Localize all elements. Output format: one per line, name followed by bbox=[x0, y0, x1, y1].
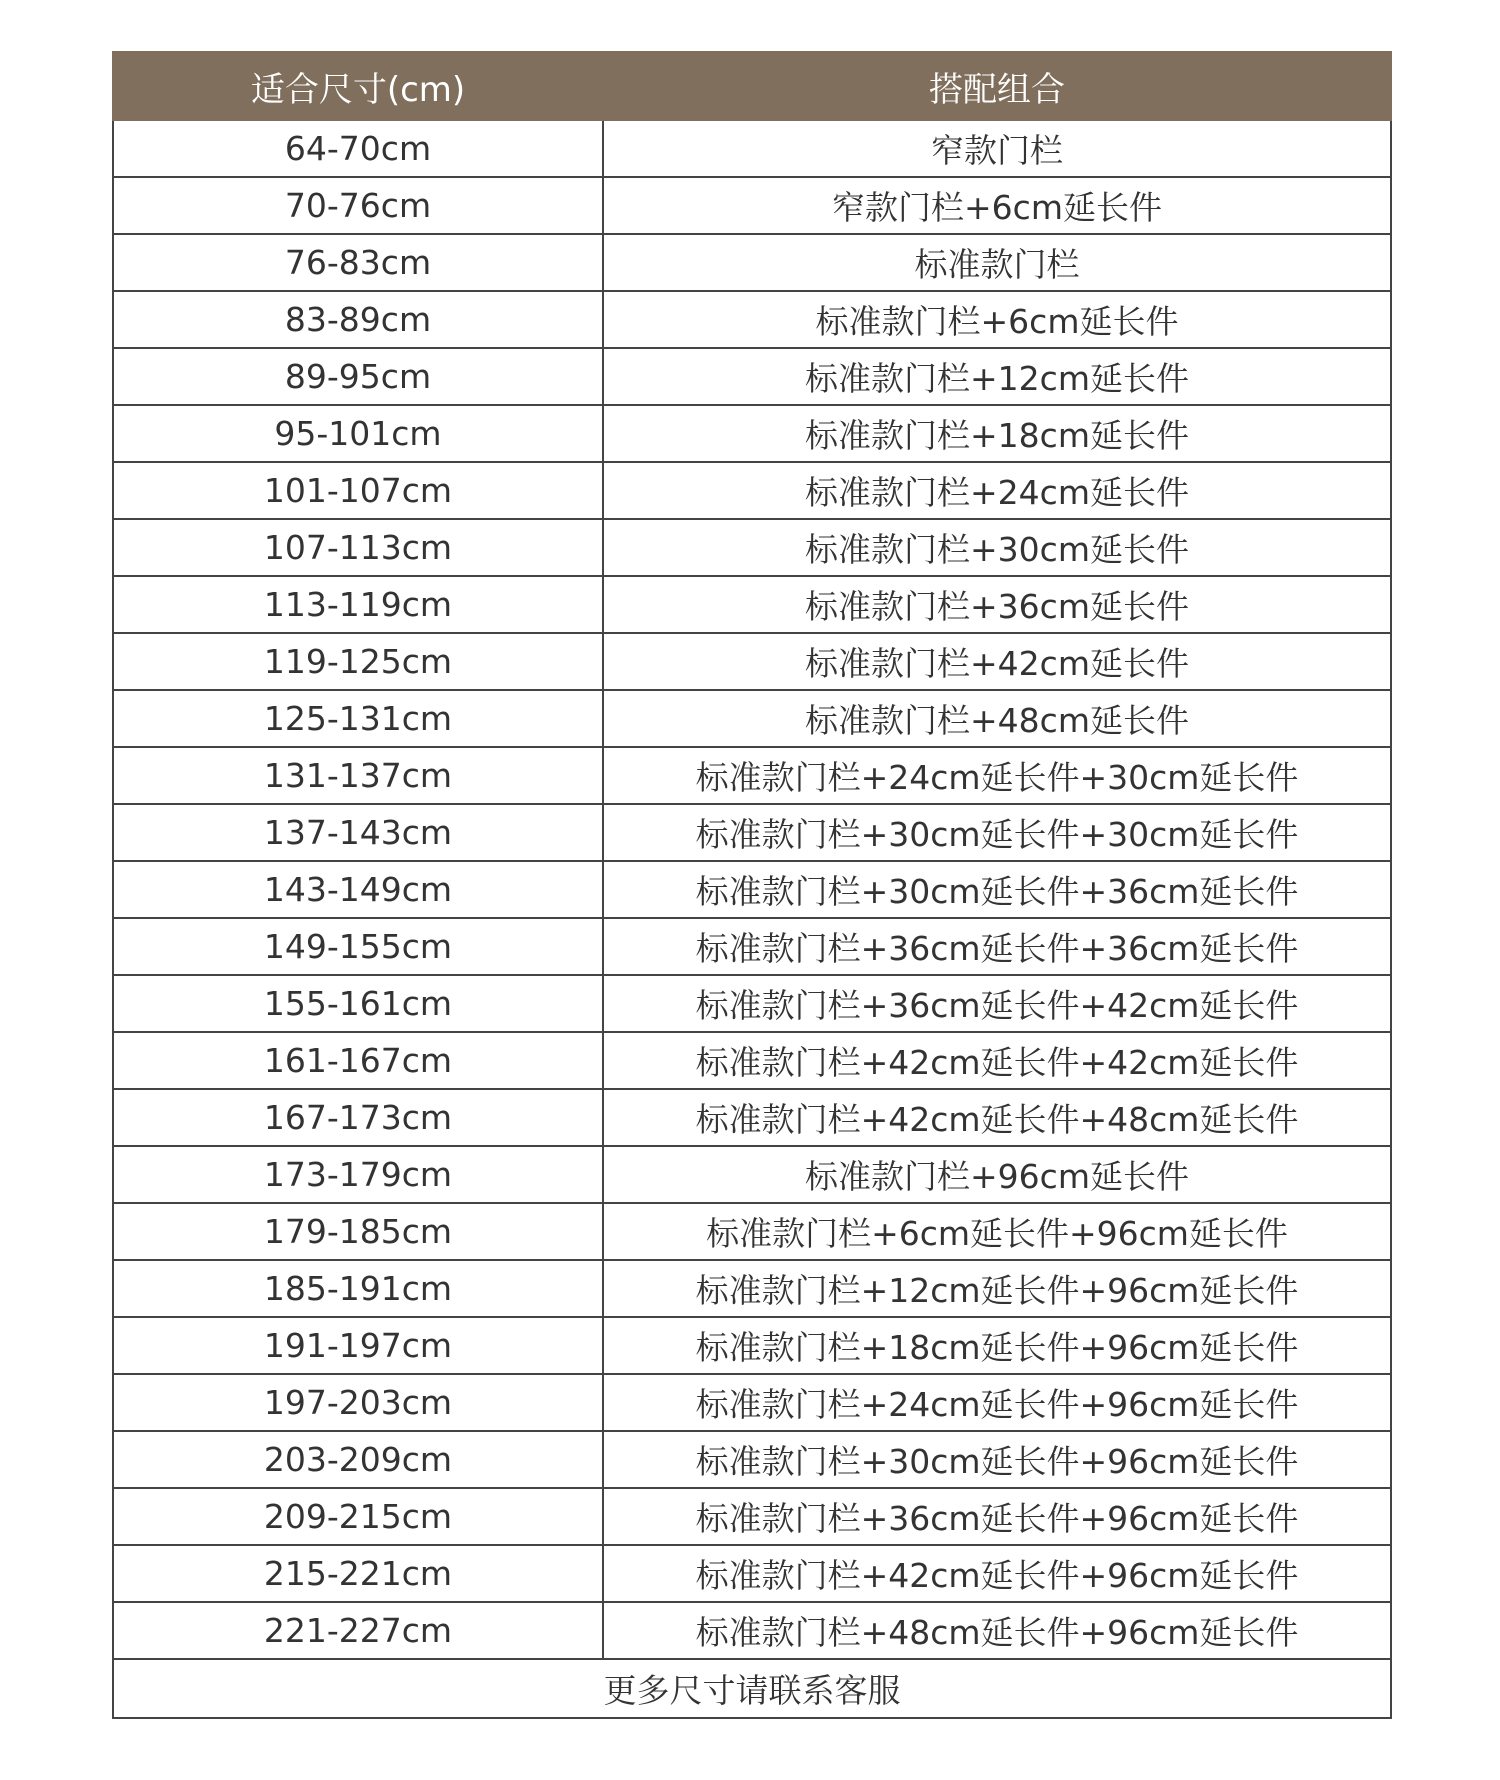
contact-service-note: 更多尺寸请联系客服 bbox=[113, 1659, 1391, 1718]
size-range-cell: 209-215cm bbox=[113, 1488, 603, 1545]
size-range-cell: 161-167cm bbox=[113, 1032, 603, 1089]
table-row bbox=[113, 120, 1391, 177]
combination-cell: 标准款门栏+42cm延长件 bbox=[603, 633, 1391, 690]
combination-cell: 标准款门栏+42cm延长件+42cm延长件 bbox=[603, 1032, 1391, 1089]
table-row bbox=[113, 1545, 1391, 1602]
size-range-cell: 215-221cm bbox=[113, 1545, 603, 1602]
table-row bbox=[113, 690, 1391, 747]
combination-cell: 标准款门栏+36cm延长件+96cm延长件 bbox=[603, 1488, 1391, 1545]
combination-cell: 标准款门栏+24cm延长件+96cm延长件 bbox=[603, 1374, 1391, 1431]
combination-cell: 标准款门栏+6cm延长件 bbox=[603, 291, 1391, 348]
size-range-cell: 173-179cm bbox=[113, 1146, 603, 1203]
table-row bbox=[113, 1203, 1391, 1260]
combination-cell: 窄款门栏+6cm延长件 bbox=[603, 177, 1391, 234]
table-row bbox=[113, 1431, 1391, 1488]
size-range-cell: 89-95cm bbox=[113, 348, 603, 405]
combination-cell: 标准款门栏+48cm延长件 bbox=[603, 690, 1391, 747]
size-range-cell: 221-227cm bbox=[113, 1602, 603, 1659]
combination-cell: 标准款门栏+6cm延长件+96cm延长件 bbox=[603, 1203, 1391, 1260]
combination-cell: 标准款门栏+12cm延长件 bbox=[603, 348, 1391, 405]
size-range-cell: 203-209cm bbox=[113, 1431, 603, 1488]
combination-cell: 标准款门栏+42cm延长件+96cm延长件 bbox=[603, 1545, 1391, 1602]
table-row bbox=[113, 1089, 1391, 1146]
combination-cell: 标准款门栏+30cm延长件+30cm延长件 bbox=[603, 804, 1391, 861]
size-range-cell: 107-113cm bbox=[113, 519, 603, 576]
combination-cell: 标准款门栏+42cm延长件+48cm延长件 bbox=[603, 1089, 1391, 1146]
combination-cell: 标准款门栏+24cm延长件+30cm延长件 bbox=[603, 747, 1391, 804]
table-row bbox=[113, 1260, 1391, 1317]
size-range-cell: 185-191cm bbox=[113, 1260, 603, 1317]
combination-cell: 标准款门栏+36cm延长件 bbox=[603, 576, 1391, 633]
table-row bbox=[113, 462, 1391, 519]
size-combination-table bbox=[112, 51, 1392, 1719]
table-row bbox=[113, 747, 1391, 804]
combination-cell: 标准款门栏+36cm延长件+42cm延长件 bbox=[603, 975, 1391, 1032]
size-range-cell: 113-119cm bbox=[113, 576, 603, 633]
combination-cell: 标准款门栏+36cm延长件+36cm延长件 bbox=[603, 918, 1391, 975]
size-range-cell: 101-107cm bbox=[113, 462, 603, 519]
table-body bbox=[113, 120, 1391, 1659]
table-row bbox=[113, 348, 1391, 405]
table-row bbox=[113, 633, 1391, 690]
table-row bbox=[113, 1032, 1391, 1089]
size-range-cell: 179-185cm bbox=[113, 1203, 603, 1260]
size-range-cell: 191-197cm bbox=[113, 1317, 603, 1374]
size-range-cell: 76-83cm bbox=[113, 234, 603, 291]
combination-cell: 标准款门栏+48cm延长件+96cm延长件 bbox=[603, 1602, 1391, 1659]
size-range-cell: 119-125cm bbox=[113, 633, 603, 690]
combination-cell: 标准款门栏+30cm延长件+36cm延长件 bbox=[603, 861, 1391, 918]
combination-cell: 标准款门栏+12cm延长件+96cm延长件 bbox=[603, 1260, 1391, 1317]
table-row bbox=[113, 975, 1391, 1032]
table-row bbox=[113, 291, 1391, 348]
combination-cell: 标准款门栏+18cm延长件+96cm延长件 bbox=[603, 1317, 1391, 1374]
table-row bbox=[113, 1374, 1391, 1431]
table-row bbox=[113, 576, 1391, 633]
combination-cell: 标准款门栏+30cm延长件+96cm延长件 bbox=[603, 1431, 1391, 1488]
size-range-cell: 167-173cm bbox=[113, 1089, 603, 1146]
combination-cell: 窄款门栏 bbox=[603, 120, 1391, 177]
combination-cell: 标准款门栏 bbox=[603, 234, 1391, 291]
table-row bbox=[113, 1317, 1391, 1374]
header-size: 适合尺寸(cm) bbox=[113, 52, 603, 120]
table-row bbox=[113, 1488, 1391, 1545]
combination-cell: 标准款门栏+24cm延长件 bbox=[603, 462, 1391, 519]
size-range-cell: 149-155cm bbox=[113, 918, 603, 975]
combination-cell: 标准款门栏+96cm延长件 bbox=[603, 1146, 1391, 1203]
size-range-cell: 95-101cm bbox=[113, 405, 603, 462]
combination-cell: 标准款门栏+30cm延长件 bbox=[603, 519, 1391, 576]
size-range-cell: 83-89cm bbox=[113, 291, 603, 348]
table-row bbox=[113, 861, 1391, 918]
size-range-cell: 125-131cm bbox=[113, 690, 603, 747]
table-header-row bbox=[113, 52, 1391, 120]
table-row bbox=[113, 177, 1391, 234]
size-range-cell: 64-70cm bbox=[113, 120, 603, 177]
table-row bbox=[113, 405, 1391, 462]
size-range-cell: 70-76cm bbox=[113, 177, 603, 234]
table-row bbox=[113, 1146, 1391, 1203]
header-combination: 搭配组合 bbox=[603, 52, 1391, 120]
table-row bbox=[113, 1602, 1391, 1659]
size-range-cell: 143-149cm bbox=[113, 861, 603, 918]
table-row bbox=[113, 804, 1391, 861]
table-row bbox=[113, 234, 1391, 291]
size-range-cell: 155-161cm bbox=[113, 975, 603, 1032]
size-range-cell: 137-143cm bbox=[113, 804, 603, 861]
size-range-cell: 131-137cm bbox=[113, 747, 603, 804]
table-footer-row bbox=[113, 1659, 1391, 1718]
table-row bbox=[113, 918, 1391, 975]
size-range-cell: 197-203cm bbox=[113, 1374, 603, 1431]
combination-cell: 标准款门栏+18cm延长件 bbox=[603, 405, 1391, 462]
table-row bbox=[113, 519, 1391, 576]
